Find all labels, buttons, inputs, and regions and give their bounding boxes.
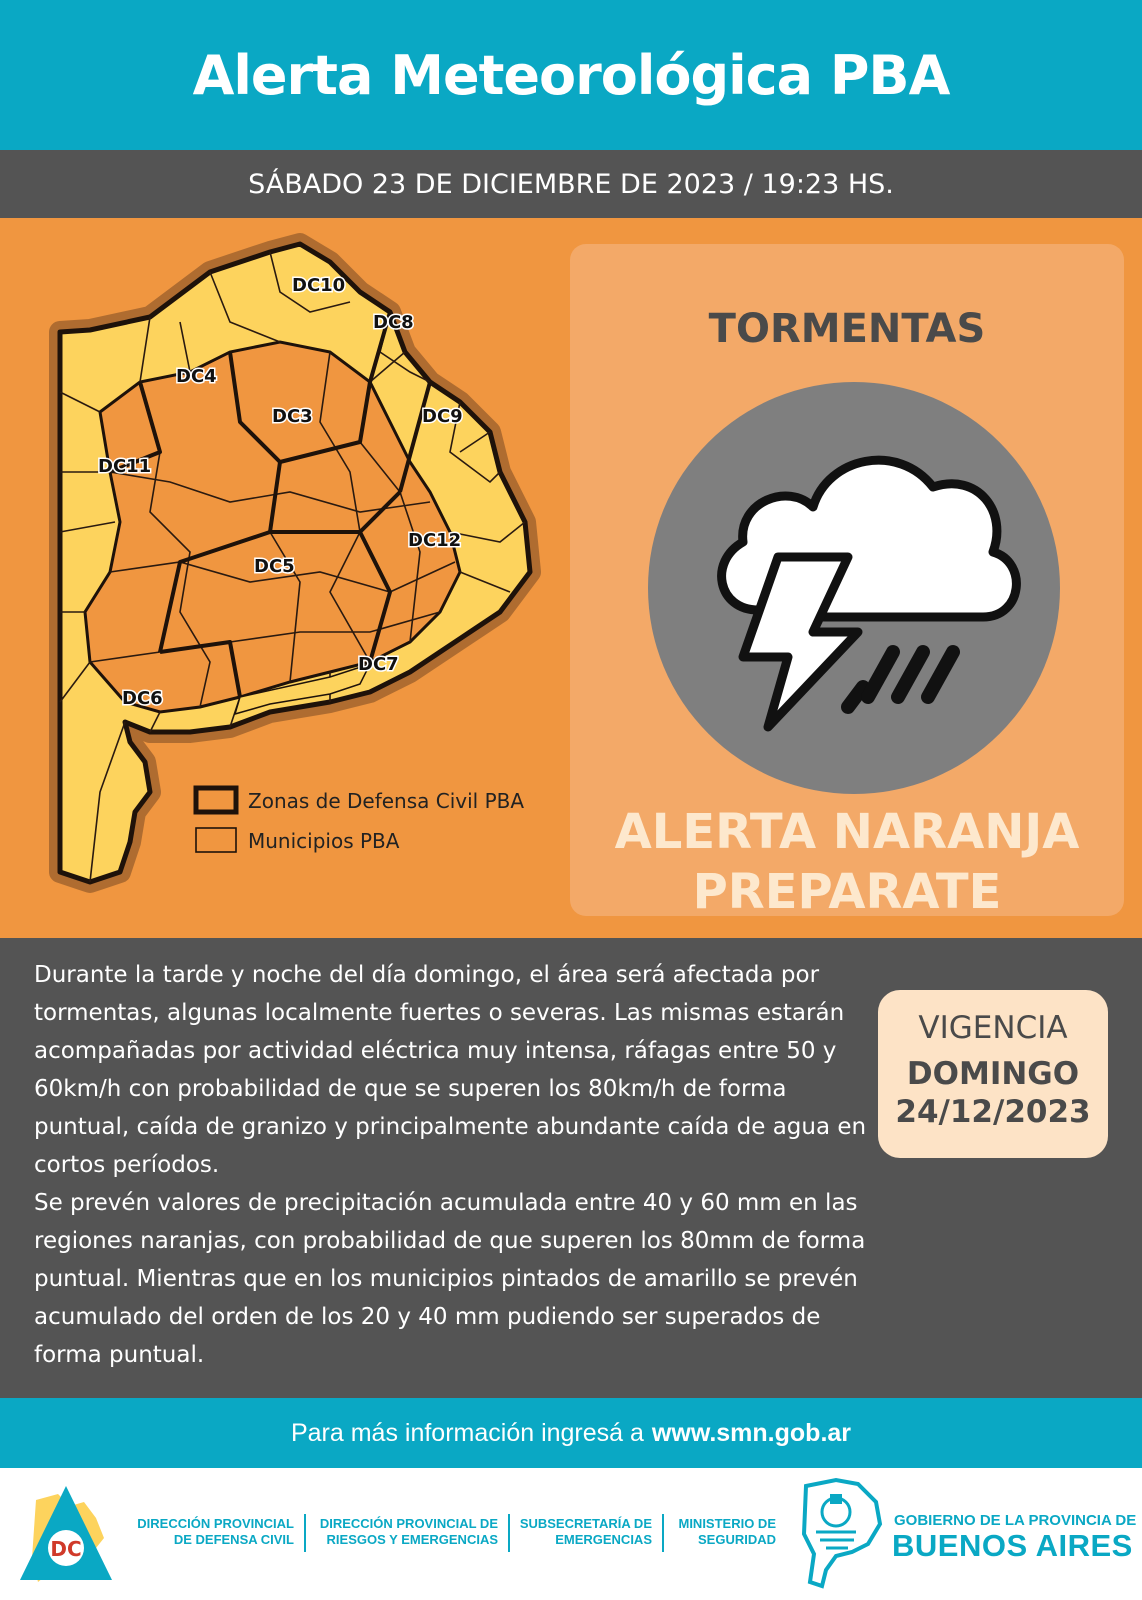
zone-label-dc10: DC10 <box>292 275 346 296</box>
footer-line: SUBSECRETARÍA DE <box>519 1516 652 1531</box>
footer-dir-riesgos <box>312 1516 498 1548</box>
footer-dir-defensa-civil <box>128 1516 294 1548</box>
info-text: Para más información ingresá a <box>290 1418 644 1447</box>
hazard-title: TORMENTAS <box>708 306 986 352</box>
description-paragraph: Se prevén valores de precipitación acumulada entre 40 y 60 mm en las regiones naranjas, con probabilidad de que superen los 80mm de forma puntual. Mientras que en los municipios pintados de amarillo se prevén acumulado del orden de los 20 y 40 mm pudiendo ser superados de forma puntual. <box>34 1190 866 1368</box>
dc-logo <box>18 1478 114 1590</box>
date-band <box>0 150 1142 218</box>
footer-separator <box>304 1514 306 1552</box>
legend-swatch-municipalities <box>196 828 236 852</box>
alert-action: PREPARATE <box>692 864 1002 920</box>
map-legend <box>196 788 524 853</box>
footer-line: SEGURIDAD <box>697 1532 776 1547</box>
footer <box>0 1468 1142 1600</box>
issue-date: SÁBADO 23 DE DICIEMBRE DE 2023 / 19:23 HS. <box>248 168 894 200</box>
thunderstorm-icon <box>648 382 1060 794</box>
legend-swatch-zones <box>196 788 236 812</box>
province-emblem <box>796 1474 888 1594</box>
info-band <box>0 1398 1142 1468</box>
validity-card <box>878 990 1108 1158</box>
description-paragraph: Durante la tarde y noche del día domingo, el área será afectada por tormentas, algunas localmente fuertes o severas. Las mismas estarán acompañadas por actividad eléctrica muy intensa, ráfagas entre 50 y 60km/h con probabilidad de que se superen los 80km/h de forma puntual, caída de granizo y principalmente abundante caída de agua en cortos períodos. <box>34 962 867 1178</box>
info-link[interactable]: www.smn.gob.ar <box>651 1418 852 1447</box>
hazard-icon-circle <box>648 382 1060 794</box>
footer-line: DE DEFENSA CIVIL <box>173 1532 294 1547</box>
footer-ministerio <box>668 1516 776 1548</box>
zone-label-dc8: DC8 <box>373 312 414 333</box>
zone-label-dc5: DC5 <box>254 556 295 577</box>
alert-card <box>570 244 1124 920</box>
validity-label: VIGENCIA <box>918 1010 1068 1046</box>
zone-label-dc4: DC4 <box>176 366 217 387</box>
footer-line: RIESGOS Y EMERGENCIAS <box>326 1532 498 1547</box>
dc-logo-text: DC <box>50 1537 82 1561</box>
validity-day: DOMINGO <box>906 1056 1080 1092</box>
footer-line: DIRECCIÓN PROVINCIAL DE <box>319 1516 498 1531</box>
zone-label-dc3: DC3 <box>272 406 313 427</box>
province-map <box>30 232 560 912</box>
zone-label-dc6: DC6 <box>122 688 163 709</box>
title-band <box>0 0 1142 150</box>
footer-line: EMERGENCIAS <box>555 1532 652 1547</box>
main-panel <box>0 218 1142 938</box>
footer-subsecretaria <box>516 1516 652 1548</box>
alert-level: ALERTA NARANJA <box>614 804 1080 860</box>
government-name: BUENOS AIRES <box>892 1528 1133 1563</box>
description-text <box>34 956 874 1374</box>
footer-line: DIRECCIÓN PROVINCIAL <box>137 1516 294 1531</box>
zone-label-dc12: DC12 <box>408 530 462 551</box>
zone-label-dc9: DC9 <box>422 406 463 427</box>
validity-date: 24/12/2023 <box>895 1094 1091 1130</box>
legend-label-municipalities: Municipios PBA <box>248 829 400 853</box>
footer-line: MINISTERIO DE <box>678 1516 776 1531</box>
footer-separator <box>662 1514 664 1552</box>
page-title: Alerta Meteorológica PBA <box>192 43 950 107</box>
zone-label-dc7: DC7 <box>358 654 399 675</box>
zone-label-dc11: DC11 <box>98 456 152 477</box>
footer-separator <box>508 1514 510 1552</box>
description-panel <box>0 938 1142 1398</box>
government-label: GOBIERNO DE LA PROVINCIA DE <box>894 1512 1137 1529</box>
legend-label-zones: Zonas de Defensa Civil PBA <box>248 789 525 813</box>
